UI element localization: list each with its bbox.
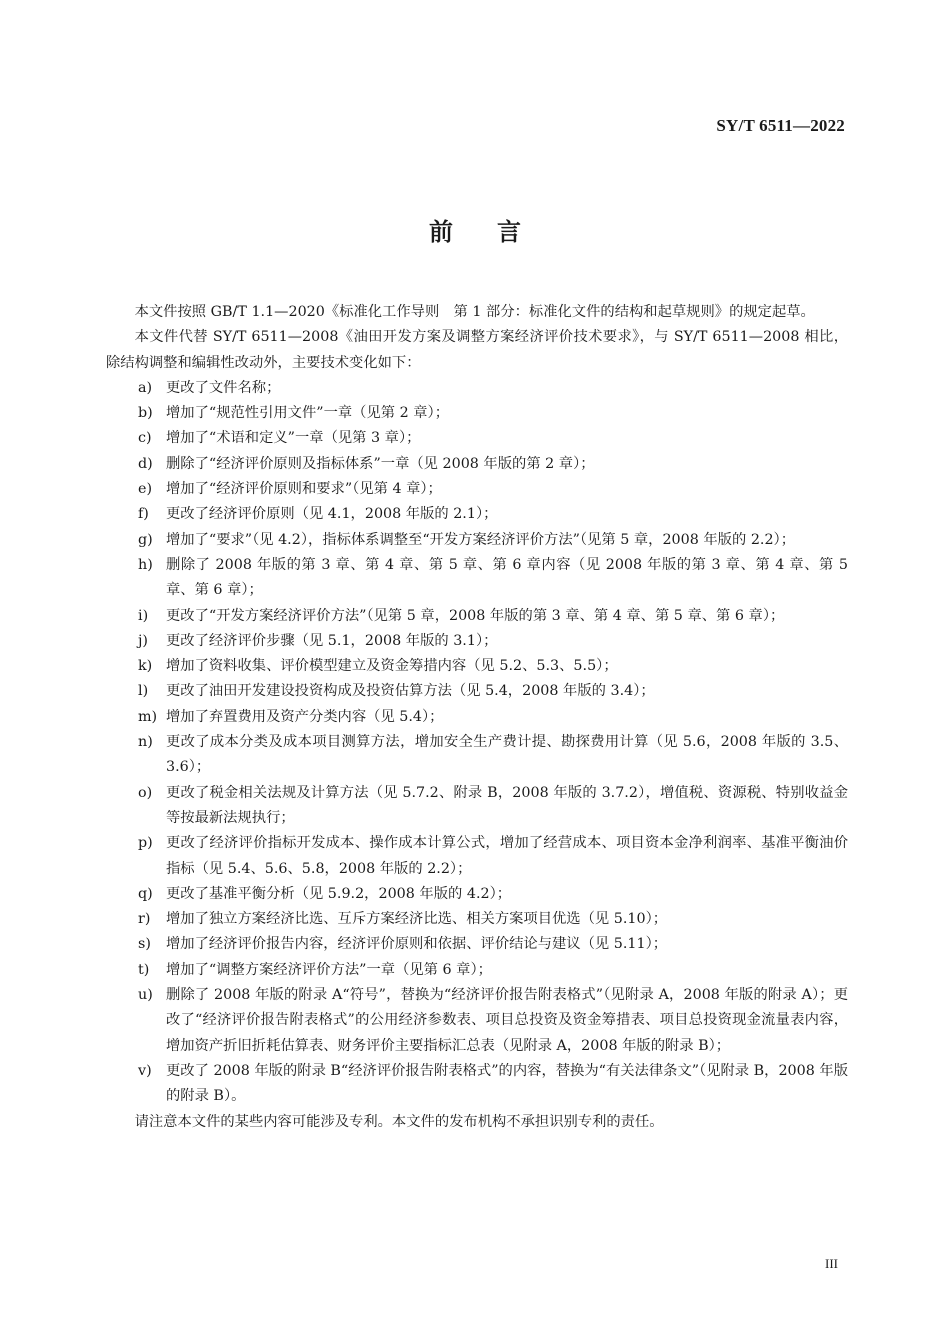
list-item-marker: c) [138, 430, 152, 447]
list-item [138, 983, 848, 1059]
list-item [138, 528, 848, 553]
list-item [138, 502, 848, 527]
list-item-text: 增加了独立方案经济比选、互斥方案经济比选、相关方案项目优选（见 5.10）； [166, 911, 668, 928]
list-item [138, 426, 848, 451]
intro-paragraph-1: 本文件按照 GB/T 1.1—2020《标准化工作导则 第 1 部分：标准化文件的结构和起草规则》的规定起草。 [134, 304, 815, 320]
list-item-text: 更改了 2008 年版的附录 B“经济评价报告附表格式”的内容，替换为“有关法律条文”（见附录 B，2008 年版的附录 B）。 [166, 1062, 848, 1105]
list-item-marker: k) [138, 658, 153, 675]
list-item [138, 477, 848, 502]
list-item-marker: v) [138, 1062, 152, 1079]
list-item [138, 730, 848, 781]
list-item [138, 1059, 848, 1110]
list-item [138, 679, 848, 704]
page-number: III [825, 1256, 838, 1271]
list-item-marker: s) [138, 936, 151, 953]
list-item [138, 452, 848, 477]
list-item-marker: u) [138, 987, 153, 1004]
list-item [138, 831, 848, 882]
list-item-text: 更改了经济评价步骤（见 5.1，2008 年版的 3.1）； [166, 632, 498, 649]
list-item-text: 更改了税金相关法规及计算方法（见 5.7.2、附录 B，2008 年版的 3.7.2），增值税、资源税、特别收益金等按最新法规执行； [166, 784, 848, 826]
patent-notice: 请注意本文件的某些内容可能涉及专利。本文件的发布机构不承担识别专利的责任。 [134, 1113, 664, 1130]
list-item-marker: o) [138, 784, 153, 801]
list-item-marker: d) [138, 455, 153, 472]
list-item-text: 更改了“开发方案经济评价方法”（见第 5 章，2008 年版的第 3 章、第 4 章、第 5 章、第 6 章）； [166, 607, 785, 624]
list-item-marker: t) [138, 961, 150, 978]
list-item-text: 增加了弃置费用及资产分类内容（见 5.4）； [166, 708, 444, 725]
list-item-text: 增加了“经济评价原则和要求”（见第 4 章）； [166, 481, 442, 498]
list-item [138, 882, 848, 907]
list-item-text: 更改了成本分类及成本项目测算方法，增加安全生产费计提、勘探费用计算（见 5.6，2008 年版的 3.5、3.6）； [166, 734, 848, 776]
list-item-marker: e) [138, 481, 153, 498]
list-item-marker: f) [138, 506, 149, 523]
list-item-text: 增加了“要求”（见 4.2），指标体系调整至“开发方案经济评价方法”（见第 5 章，2008 年版的 2.2）； [166, 531, 795, 548]
list-item [138, 553, 848, 604]
list-item-marker: m) [138, 708, 158, 725]
list-item-text: 更改了经济评价指标开发成本、操作成本计算公式，增加了经营成本、项目资本金净利润率、基准平衡油价指标（见 5.4、5.6、5.8，2008 年版的 2.2）； [166, 835, 848, 877]
list-item-marker: j) [138, 632, 149, 649]
list-item-text: 删除了 2008 年版的第 3 章、第 4 章、第 5 章、第 6 章内容（见 2008 年版的第 3 章、第 4 章、第 5 章、第 6 章）； [166, 556, 848, 599]
list-item-text: 增加了资料收集、评价模型建立及资金筹措内容（见 5.2、5.3、5.5）； [166, 658, 618, 675]
list-item-text: 增加了“调整方案经济评价方法”一章（见第 6 章）； [166, 961, 492, 978]
standard-code: SY/T 6511—2022 [716, 116, 845, 135]
page-title: 前言 [429, 218, 565, 246]
list-item-marker: l) [138, 683, 149, 700]
list-item-text: 更改了基准平衡分析（见 5.9.2，2008 年版的 4.2）； [166, 885, 512, 902]
list-item [138, 705, 848, 730]
list-item-text: 增加了经济评价报告内容，经济评价原则和依据、评价结论与建议（见 5.11）； [166, 936, 668, 953]
list-item-text: 更改了油田开发建设投资构成及投资估算方法（见 5.4，2008 年版的 3.4）； [166, 683, 655, 700]
list-item-marker: h) [138, 556, 153, 573]
list-item-marker: r) [138, 911, 151, 928]
list-item-text: 增加了“术语和定义”一章（见第 3 章）； [166, 430, 421, 447]
list-item-marker: n) [138, 734, 153, 751]
list-item-marker: b) [138, 405, 153, 422]
list-item-text: 删除了“经济评价原则及指标体系”一章（见 2008 年版的第 2 章）； [166, 455, 595, 472]
intro-paragraph-2: 本文件代替 SY/T 6511—2008《油田开发方案及调整方案经济评价技术要求》，与 SY/T 6511—2008 相比，除结构调整和编辑性改动外，主要技术变化如下： [106, 329, 848, 371]
list-item [138, 401, 848, 426]
list-item-marker: g) [138, 531, 153, 548]
list-item [138, 604, 848, 629]
list-item-text: 更改了经济评价原则（见 4.1，2008 年版的 2.1）； [166, 506, 498, 523]
technical-changes-list [106, 376, 848, 1110]
list-item-marker: q) [138, 885, 153, 902]
list-item-text: 增加了“规范性引用文件”一章（见第 2 章）； [166, 405, 449, 422]
list-item [138, 932, 848, 957]
foreword-body [106, 300, 848, 1135]
list-item-marker: p) [138, 835, 153, 852]
list-item-text: 更改了文件名称； [166, 379, 281, 396]
list-item [138, 781, 848, 832]
list-item [138, 629, 848, 654]
list-item-marker: i) [138, 607, 149, 624]
list-item [138, 654, 848, 679]
list-item-text: 删除了 2008 年版的附录 A“符号”，替换为“经济评价报告附表格式”（见附录 A，2008 年版的附录 A）；更改了“经济评价报告附表格式”的公用经济参数表、项目总投资及资金筹措表、项目总投资现金流量表内容，增加资产折旧折耗估算表、财务评价主要指标汇总表（见附录 A，2008 年版的附录 B）； [166, 987, 848, 1054]
list-item [138, 376, 848, 401]
list-item [138, 907, 848, 932]
list-item [138, 958, 848, 983]
list-item-marker: a) [138, 379, 153, 396]
